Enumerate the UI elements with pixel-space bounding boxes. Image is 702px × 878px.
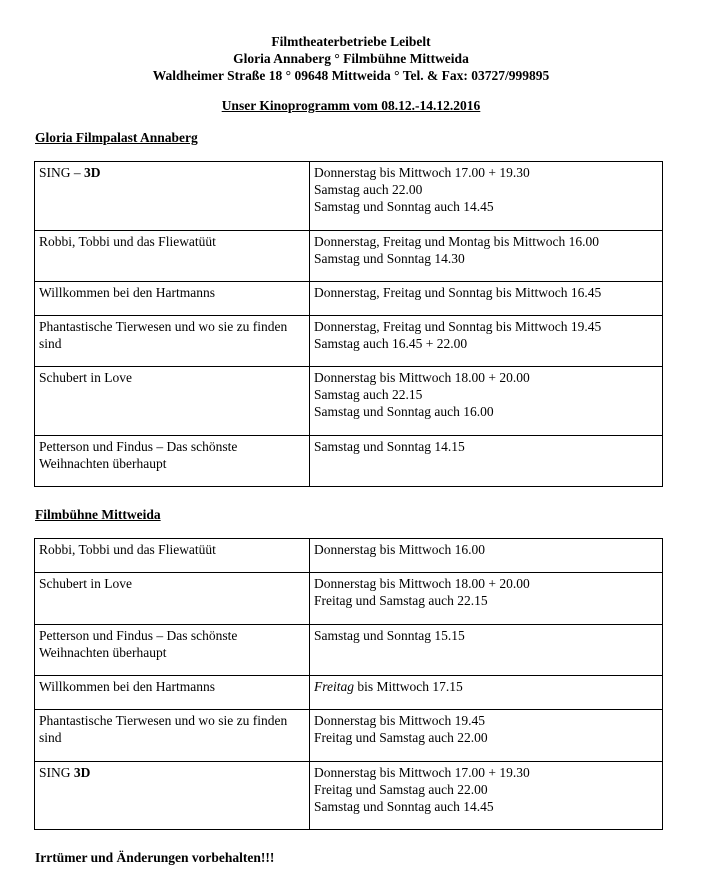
company-name: Filmtheaterbetriebe Leibelt	[271, 34, 431, 49]
showtime: Samstag und Sonntag auch 14.45	[314, 799, 494, 814]
company-address: Waldheimer Straße 18 ° 09648 Mittweida ° Tel. & Fax: 03727/999895	[152, 68, 550, 83]
showtime	[314, 678, 657, 695]
film-title-cell: Robbi, Tobbi und das Fliewatüüt	[35, 231, 310, 282]
showtime: Freitag und Samstag auch 22.00	[314, 730, 488, 745]
showtime: Donnerstag bis Mittwoch 16.00	[314, 542, 485, 557]
film-title-cell: Phantastische Tierwesen und wo sie zu finden sind	[35, 710, 310, 762]
section-title-mittweida: Filmbühne Mittweida	[35, 507, 161, 522]
table-row	[35, 282, 663, 316]
showtime: Donnerstag bis Mittwoch 18.00 + 20.00	[314, 370, 530, 385]
showtime: Samstag und Sonntag 14.30	[314, 251, 465, 266]
film-format: 3D	[73, 765, 91, 780]
showtimes-cell	[310, 231, 663, 282]
film-title-cell: Petterson und Findus – Das schönste Weihnachten überhaupt	[35, 625, 310, 676]
showtime: Samstag auch 22.15	[314, 387, 423, 402]
showtimes-cell	[310, 710, 663, 762]
table-row	[35, 316, 663, 367]
showtimes-cell	[310, 625, 663, 676]
showtimes-cell	[310, 539, 663, 573]
table-row	[35, 710, 663, 762]
table-row	[35, 573, 663, 625]
showtimes-cell	[310, 316, 663, 367]
film-format: 3D	[84, 165, 101, 180]
showtime: Freitag und Samstag auch 22.15	[314, 593, 488, 608]
table-row	[35, 436, 663, 487]
showtimes-cell	[310, 282, 663, 316]
showtime: Donnerstag, Freitag und Sonntag bis Mittwoch 16.45	[314, 285, 602, 300]
film-title-cell: Robbi, Tobbi und das Fliewatüüt	[35, 539, 310, 573]
table-row	[35, 162, 663, 231]
showtime: Samstag und Sonntag auch 16.00	[314, 404, 494, 419]
showtimes-cell	[310, 367, 663, 436]
showtime: Samstag und Sonntag 15.15	[314, 628, 465, 643]
showtime-italic-day: Freitag	[314, 679, 354, 694]
showtime: Donnerstag, Freitag und Sonntag bis Mittwoch 19.45	[314, 319, 602, 334]
schedule-table-mittweida	[34, 538, 663, 830]
program-title: Unser Kinoprogramm vom 08.12.-14.12.2016	[221, 98, 481, 113]
film-title-cell: Schubert in Love	[35, 367, 310, 436]
showtimes-cell	[310, 762, 663, 830]
table-row	[35, 676, 663, 710]
showtime: Donnerstag bis Mittwoch 19.45	[314, 713, 485, 728]
film-title-cell	[35, 162, 310, 231]
showtime: Donnerstag, Freitag und Montag bis Mittwoch 16.00	[314, 234, 599, 249]
disclaimer-footer: Irrtümer und Änderungen vorbehalten!!!	[35, 850, 275, 865]
showtimes-cell	[310, 573, 663, 625]
film-title-cell	[35, 762, 310, 830]
showtime: Samstag und Sonntag auch 14.45	[314, 199, 494, 214]
film-title-cell: Schubert in Love	[35, 573, 310, 625]
table-row	[35, 367, 663, 436]
showtime: Donnerstag bis Mittwoch 17.00 + 19.30	[314, 765, 530, 780]
film-title-cell: Phantastische Tierwesen und wo sie zu finden sind	[35, 316, 310, 367]
table-row	[35, 231, 663, 282]
showtimes-cell	[310, 162, 663, 231]
showtime: Freitag und Samstag auch 22.00	[314, 782, 488, 797]
showtime: Samstag und Sonntag 14.15	[314, 439, 465, 454]
film-title-cell: Willkommen bei den Hartmanns	[35, 676, 310, 710]
film-title: SING	[39, 765, 74, 780]
table-row	[35, 625, 663, 676]
showtime: Donnerstag bis Mittwoch 17.00 + 19.30	[314, 165, 530, 180]
showtime-rest: bis Mittwoch 17.15	[354, 679, 463, 694]
showtime: Donnerstag bis Mittwoch 18.00 + 20.00	[314, 576, 530, 591]
document-header	[0, 33, 702, 114]
table-row	[35, 539, 663, 573]
showtime: Samstag auch 22.00	[314, 182, 423, 197]
table-row	[35, 762, 663, 830]
film-title-cell: Willkommen bei den Hartmanns	[35, 282, 310, 316]
showtimes-cell	[310, 436, 663, 487]
cinema-names: Gloria Annaberg ° Filmbühne Mittweida	[233, 51, 469, 66]
schedule-table-annaberg	[34, 161, 663, 487]
section-title-annaberg: Gloria Filmpalast Annaberg	[35, 130, 198, 145]
film-title-cell: Petterson und Findus – Das schönste Weihnachten überhaupt	[35, 436, 310, 487]
showtime: Samstag auch 16.45 + 22.00	[314, 336, 468, 351]
film-title: SING –	[39, 165, 85, 180]
showtimes-cell	[310, 676, 663, 710]
